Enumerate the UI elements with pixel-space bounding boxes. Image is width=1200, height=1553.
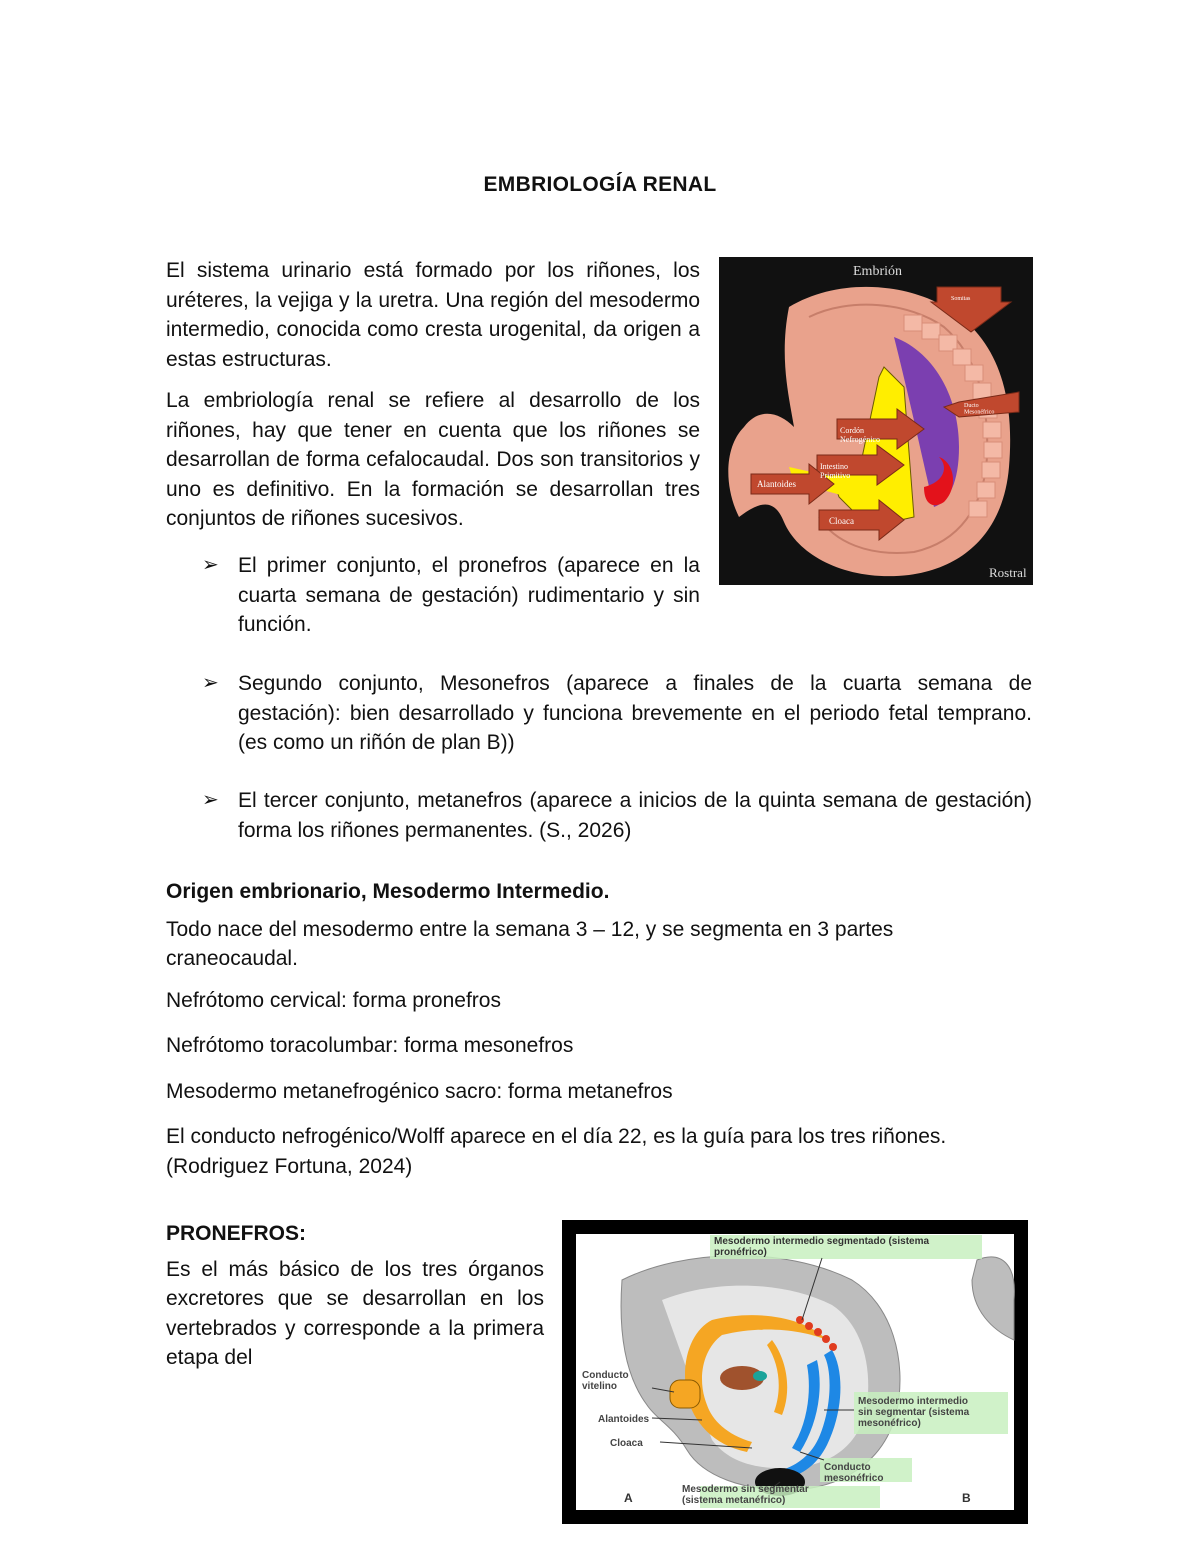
- figure1-label-intestino: Intestino Primitivo: [820, 462, 851, 480]
- figure1-label-ducto: Ducto Mesonéfrico: [964, 403, 995, 416]
- origin-section: [166, 877, 1032, 1193]
- origin-paragraph-2: Nefrótomo cervical: forma pronefros: [166, 988, 501, 1012]
- figure1-label-somitas: Somitas: [951, 296, 971, 302]
- figure2-panel-a: A: [624, 1491, 633, 1505]
- arrowhead-bullet-icon: ➢: [202, 789, 219, 811]
- pronefros-heading: PRONEFROS:: [166, 1222, 307, 1245]
- figure1-label-alantoides: Alantoides: [757, 479, 796, 489]
- bullet-text-2: Segundo conjunto, Mesonefros (aparece a finales de la cuarta semana de gestación): bien desarrollado y funciona brevemente en el periodo fetal temprano. (es como un riñón de plan B)): [238, 672, 1032, 754]
- bullet-text-3: El tercer conjunto, metanefros (aparece a inicios de la quinta semana de gestación) forma los riñones permanentes. (S., 2026): [238, 789, 1032, 842]
- origin-paragraph-4: Mesodermo metanefrogénico sacro: forma metanefros: [166, 1079, 673, 1103]
- figure1-label-cloaca: Cloaca: [829, 516, 854, 526]
- figure2-label-cloaca: Cloaca: [610, 1438, 643, 1449]
- mesoderm-figure: [562, 1220, 1028, 1524]
- page-title: EMBRIOLOGÍA RENAL: [483, 173, 717, 196]
- pronefros-paragraph: Es el más básico de los tres órganos excretores que se desarrollan en los vertebrados y corresponde a la primera etapa del: [166, 1257, 544, 1369]
- figure1-label-rostral: Rostral: [989, 565, 1027, 580]
- origin-paragraph-1: Todo nace del mesodermo entre la semana 3 – 12, y se segmenta en 3 partes craneocaudal.: [166, 917, 894, 970]
- figure1-label-cordon: Cordón Nefrogénico: [840, 426, 880, 444]
- origin-heading: Origen embrionario, Mesodermo Intermedio.: [166, 880, 610, 903]
- bullet-item-1: [202, 551, 700, 640]
- figure2-label-vitelino: Conducto vitelino: [582, 1370, 629, 1392]
- figure2-panel-b: B: [962, 1491, 971, 1505]
- figure2-label-alantoides: Alantoides: [598, 1414, 650, 1425]
- origin-paragraph-5: El conducto nefrogénico/Wolff aparece en el día 22, es la guía para los tres riñones. (Rodriguez Fortuna, 2024): [166, 1125, 947, 1178]
- figure2-label-segmentado: Mesodermo intermedio segmentado (sistema pronéfrico): [714, 1236, 930, 1258]
- bullet-item-2: [202, 669, 1032, 758]
- figure2-label-metanefrico: Mesodermo sin segmentar (sistema metanéfrico): [682, 1484, 809, 1506]
- figure2-label-sin-segmentar: Mesodermo intermedio sin segmentar (sistema mesonéfrico): [858, 1396, 970, 1429]
- intro-paragraph-1: El sistema urinario está formado por los riñones, los uréteres, la vejiga y la uretra. Una región del mesodermo intermedio, conocida como cresta urogenital, da origen a estas estructuras.: [166, 259, 700, 371]
- bullet-text-1: El primer conjunto, el pronefros (aparece en la cuarta semana de gestación) rudimentario y sin función.: [238, 554, 700, 636]
- intro-paragraph-2: La embriología renal se refiere al desarrollo de los riñones, hay que tener en cuenta que los riñones se desarrollan de forma cefalocaudal. Dos son transitorios y uno es definitivo. En la formación se desarrollan tres conjuntos de riñones sucesivos.: [166, 389, 700, 530]
- embryo-diagram: [719, 257, 1033, 585]
- intro-section: [166, 256, 700, 546]
- arrowhead-bullet-icon: ➢: [202, 554, 219, 576]
- embryo-figure: [719, 257, 1033, 585]
- arrowhead-bullet-icon: ➢: [202, 672, 219, 694]
- pronefros-section: [166, 1219, 544, 1385]
- figure1-title: Embrión: [853, 264, 902, 279]
- bullet-item-3: [202, 786, 1032, 845]
- origin-paragraph-3: Nefrótomo toracolumbar: forma mesonefros: [166, 1034, 574, 1057]
- mesoderm-diagram: [562, 1220, 1028, 1524]
- figure2-label-mesonefrico: Conducto mesonéfrico: [824, 1462, 884, 1484]
